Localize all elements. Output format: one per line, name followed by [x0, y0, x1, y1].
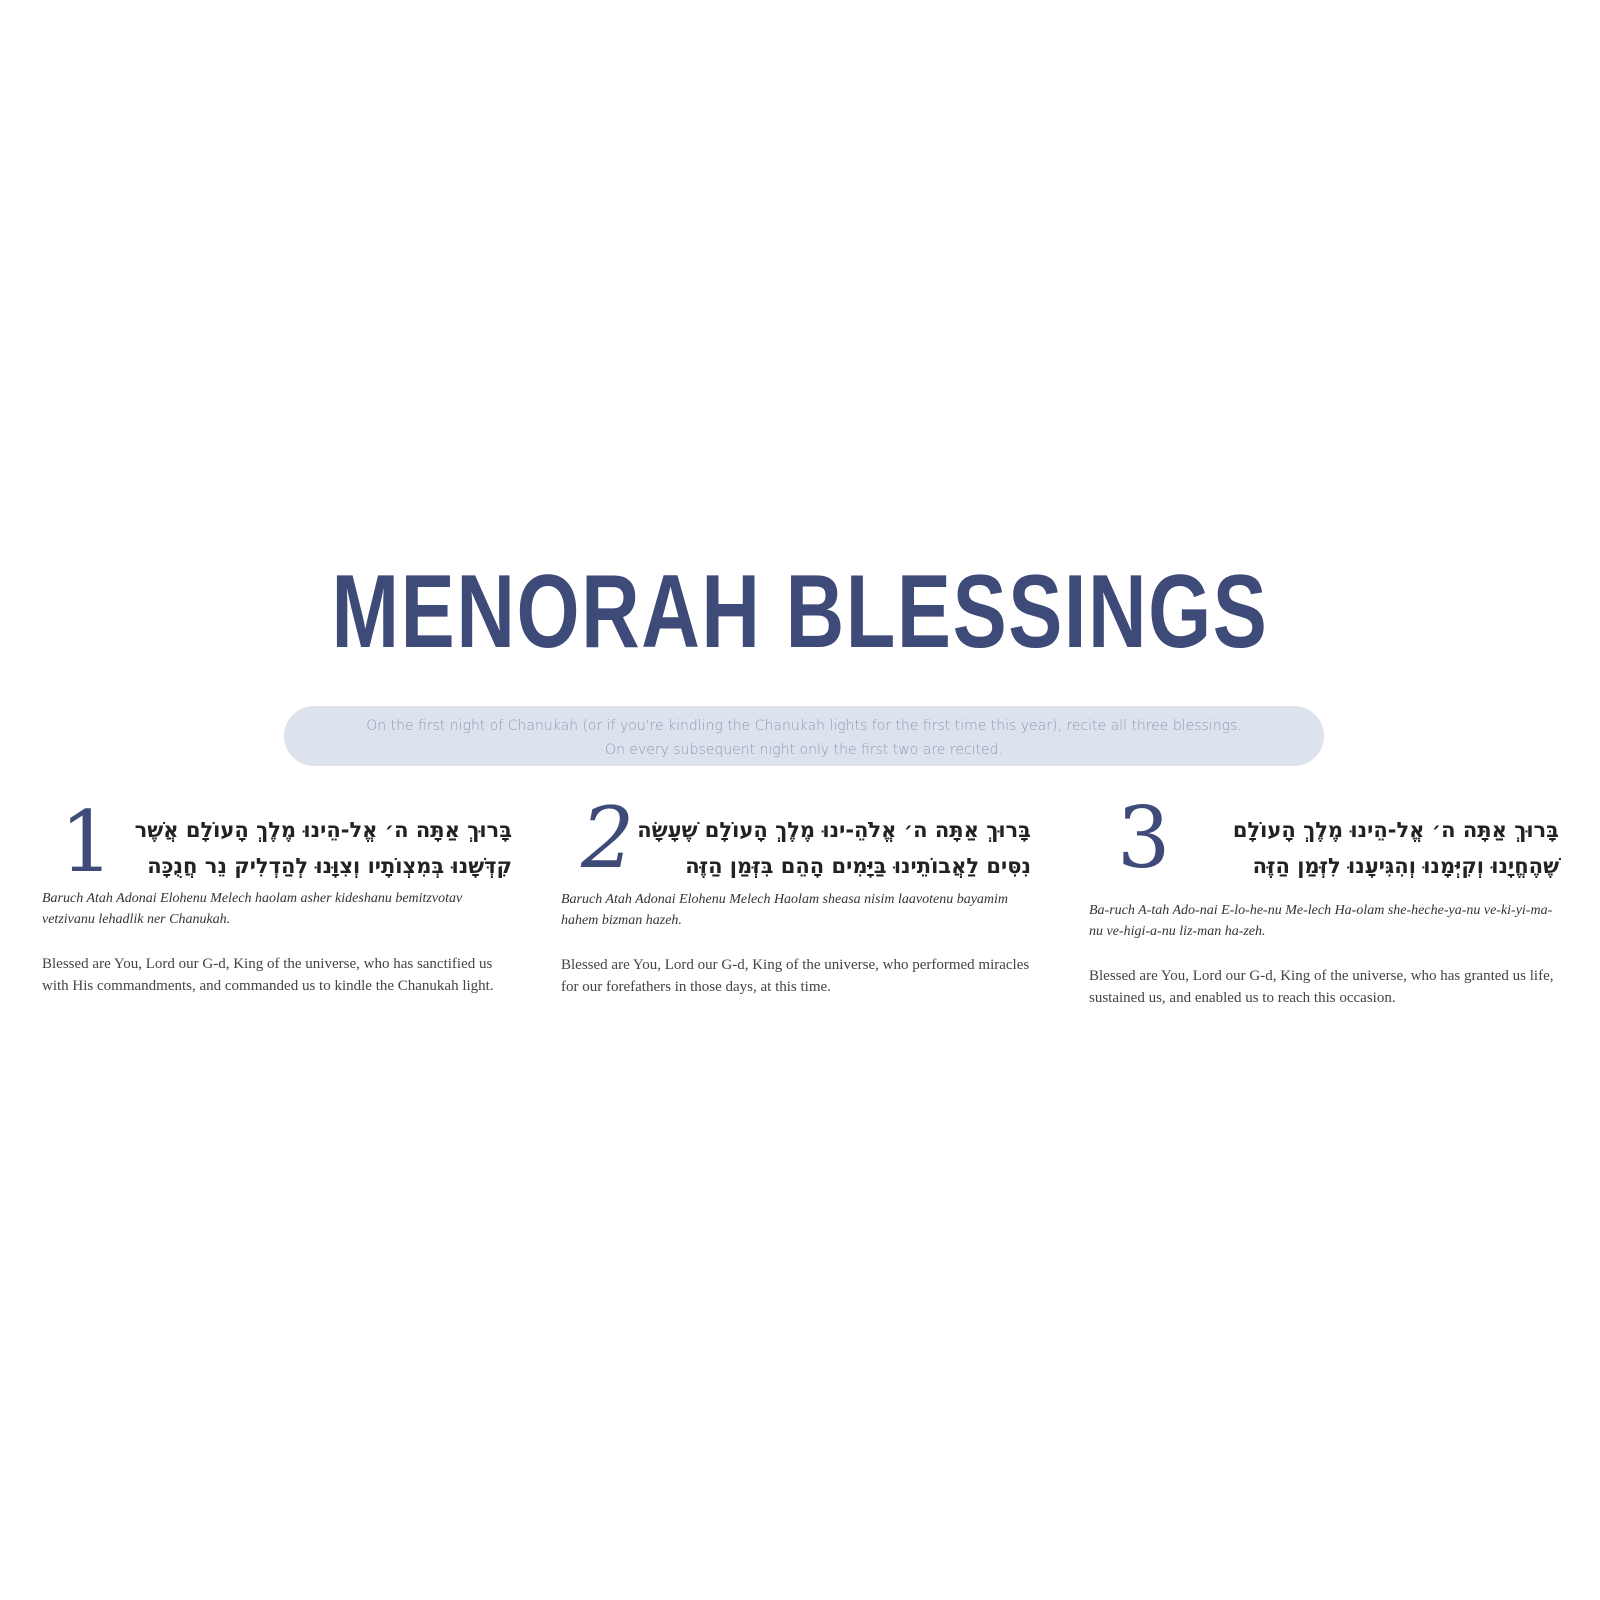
blessing-1: [42, 793, 512, 1040]
hebrew-line: בָּרוּךְ אַתָּה ה׳ אֱלֹהֵ-ינוּ מֶלֶךְ הָעוֹלָם שֶׁעָשָׂה: [637, 818, 1031, 842]
blessing-hebrew: [637, 812, 1031, 884]
blessing-transliteration: Ba-ruch A-tah Ado-nai E-lo-he-nu Me-lech Ha-olam she-heche-ya-nu ve-ki-yi-ma-nu ve-higi-a-nu liz-man ha-zeh.: [1089, 903, 1553, 939]
blessing-translation: Blessed are You, Lord our G-d, King of the universe, who has sanctified us with His commandments, and commanded us to kindle the Chanukah light.: [42, 956, 494, 994]
page-title: MENORAH BLESSINGS: [331, 554, 1269, 670]
blessing-hebrew: [135, 812, 512, 884]
instructions-banner: [284, 706, 1324, 766]
instructions-line-2: On every subsequent night only the first two are recited.: [605, 742, 1003, 758]
hebrew-line: בָּרוּךְ אַתָּה ה׳ אֱל-הֵינוּ מֶלֶךְ הָעוֹלָם אֲשֶׁר: [134, 818, 512, 842]
hebrew-line: בָּרוּךְ אַתָּה ה׳ אֱל-הֵינוּ מֶלֶךְ הָעוֹלָם: [1232, 818, 1559, 842]
blessing-3: [1089, 789, 1559, 1040]
blessing-translation: Blessed are You, Lord our G-d, King of the universe, who has granted us life, sustained us, and enabled us to reach this occasion.: [1089, 968, 1554, 1006]
blessing-number: 3: [1117, 789, 1171, 887]
hebrew-line: שֶׁהֶחֱיָנוּ וְקִיְּמָנוּ וְהִגִּיעָנוּ לִזְּמַן הַזֶּה: [1252, 854, 1559, 878]
blessing-transliteration: Baruch Atah Adonai Elohenu Melech Haolam sheasa nisim laavotenu bayamim hahem bizman hazeh.: [561, 892, 1009, 928]
blessing-number: 2: [581, 789, 635, 887]
hebrew-line: נִסִּים לַאֲבוֹתֵינוּ בַּיָּמִים הָהֵם בִּזְּמַן הַזֶּה: [685, 854, 1031, 878]
instructions-line-1: On the first night of Chanukah (or if you're kindling the Chanukah lights for the first time this year), recite all three blessings.: [366, 718, 1242, 734]
blessing-transliteration: Baruch Atah Adonai Elohenu Melech haolam asher kideshanu bemitzvotav vetzivanu lehadlik ner Chanukah.: [42, 891, 463, 927]
blessing-number: 1: [60, 793, 114, 891]
blessing-2: [561, 789, 1031, 1040]
hebrew-line: קִדְּשָׁנוּ בְּמִצְוֹתָיו וְצִוָּנוּ לְהַדְלִיק נֵר חֲנֻכָּה: [147, 854, 512, 878]
blessing-hebrew: [1233, 812, 1559, 884]
blessing-translation: Blessed are You, Lord our G-d, King of the universe, who performed miracles for our forefathers in those days, at this time.: [561, 957, 1030, 995]
